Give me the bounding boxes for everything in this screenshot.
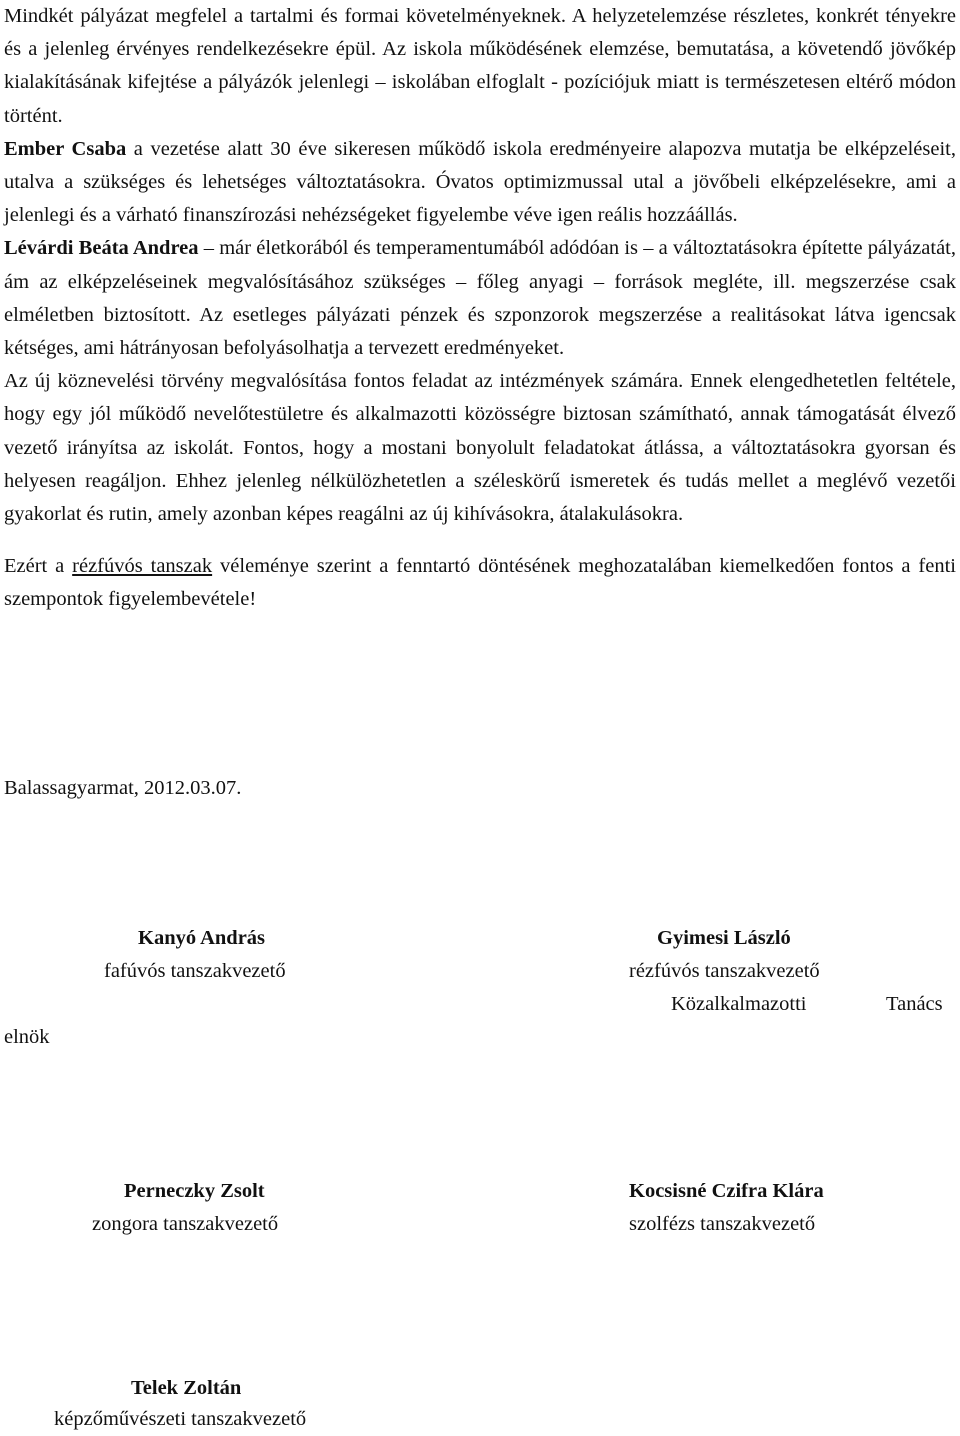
signature-role-gyimesi-council-b: Tanács xyxy=(886,993,943,1015)
signature-name-kocsisne: Kocsisné Czifra Klára xyxy=(629,1180,824,1202)
signature-role-kanyo: fafúvós tanszakvezető xyxy=(104,960,286,982)
signature-role-gyimesi: rézfúvós tanszakvezető xyxy=(629,960,820,982)
paragraph-levardi-beata xyxy=(4,232,956,365)
paragraph-intro: Mindkét pályázat megfelel a tartalmi és formai követelményeknek. A helyzetelemzése részletes, konkrét tényekre és a jelenleg érvényes rendelkezésekre épül. Az iskola működésének elemzése, bemutatása, a követendő jövőkép kialakításának kifejtése a pályázók jelenlegi – iskolában elfoglalt - pozíciójuk miatt is természetesen eltérő módon történt. xyxy=(4,5,956,127)
signature-name-telek: Telek Zoltán xyxy=(131,1377,242,1399)
signature-name-perneczky: Perneczky Zsolt xyxy=(124,1180,265,1202)
paragraph-koznevelesi-torveny: Az új köznevelési törvény megvalósítása fontos feladat az intézmények számára. Ennek elengedhetetlen feltétele, hogy egy jól működő nevelőtestületre és alkalmazotti közösségre biztosan számítható, annak támogatását élvező vezető irányítsa az iskolát. Fontos, hogy a mostani bonyolult feladatokat átlássa, a változtatásokra gyorsan és helyesen reagáljon. Ehhez jelenleg nélkülözhetetlen a széleskörű ismeretek és tudás mellet a meglévő vezetői gyakorlat és rutin, amely azonban képes reagálni az új kihívásokra, átalakulásokra. xyxy=(4,370,956,526)
signature-role-telek: képzőművészeti tanszakvezető xyxy=(54,1408,307,1430)
candidate-name-levardi-beata: Lévárdi Beáta Andrea xyxy=(4,237,199,260)
signature-role-gyimesi-council-a: Közalkalmazotti xyxy=(671,993,807,1015)
paragraph-conclusion xyxy=(4,550,956,616)
document-body xyxy=(4,0,956,617)
paragraph-ember-csaba-text: a vezetése alatt 30 éve sikeresen működő iskola eredményeire alapozva mutatja be elképzeléseit, utalva a szükséges és lehetséges változtatásokra. Óvatos optimizmussal utal a jövőbeli elképzelésekre, ami a jelenlegi és a várható finanszírozási nehézségeket figyelembe véve igen reális hozzáállás. xyxy=(4,137,956,227)
signature-role-kocsisne: szolfézs tanszakvezető xyxy=(629,1213,816,1235)
paragraph-gap xyxy=(4,531,956,550)
conclusion-pre: Ezért a xyxy=(4,555,73,578)
conclusion-underlined-tanszak: rézfúvós tanszak xyxy=(72,555,213,578)
place-and-date: Balassagyarmat, 2012.03.07. xyxy=(4,777,242,799)
signature-name-kanyo: Kanyó András xyxy=(138,927,266,949)
paragraph-ember-csaba xyxy=(4,133,956,233)
conclusion-post: véleménye szerint a fenntartó döntésének meghozatalában kiemelkedően fontos a fenti szempontok figyelembevétele! xyxy=(4,555,956,611)
signature-role-gyimesi-council-c: elnök xyxy=(4,1026,50,1048)
candidate-name-ember-csaba: Ember Csaba xyxy=(4,137,127,160)
signature-name-gyimesi: Gyimesi László xyxy=(657,927,791,949)
paragraph-levardi-beata-text: – már életkorából és temperamentumából adódóan is – a változtatásokra építette pályázatát, ám az elképzeléseinek megvalósításához szükséges – főleg anyagi – források megléte, ill. megszerzése csak elméletben biztosított. Az esetleges pályázati pénzek és szponzorok megszerzése a realitásokat látva igencsak kétséges, ami hátrányosan befolyásolhatja a tervezett eredményeket. xyxy=(4,237,956,360)
signature-role-perneczky: zongora tanszakvezető xyxy=(92,1213,279,1235)
